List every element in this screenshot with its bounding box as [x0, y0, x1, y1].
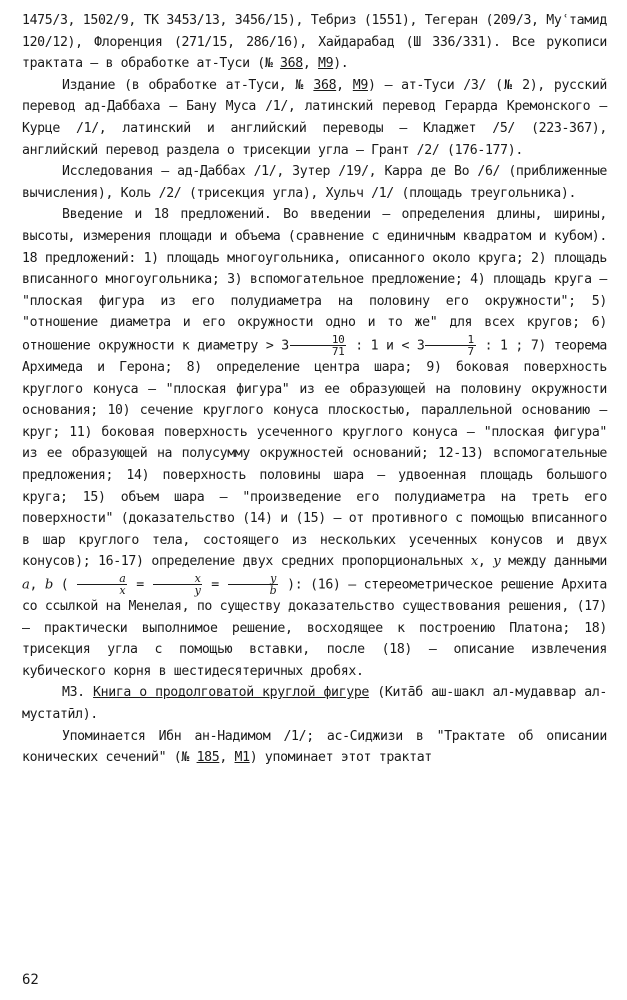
ratio-a-x: $\frac{a}{x}$ — [77, 573, 127, 596]
var-b: b — [44, 577, 53, 593]
paragraph-manuscripts: 1475/3, 1502/9, ТК 3453/13, 3456/15), Тебриз (1551), Тегеран (209/3, Муʿтамид 120/12), Флоренция (271/15, 286/16), Хайдарабад (Ш 336/331). Все рукописи трактата – в обработке ат-Туси (№ 368, М9). — [22, 13, 607, 72]
treatise-ref: М9 — [318, 56, 334, 72]
var-x: x — [470, 554, 478, 570]
page-number: 62 — [22, 972, 39, 988]
inequality-gt: > 3 — [265, 338, 289, 354]
fraction-1-7: $\frac{1}{7}$ — [425, 334, 475, 357]
paragraph-editions: Издание (в обработке ат-Туси, № 368, М9) – ат-Туси /3/ (№ 2), русский перевод ад-Даббаха – Бану Муса /1/, латинский перевод Герарда Кремонского – Курце /1/, латинский и английский переводы – Кладжет /5/ (223-367), английский перевод раздела о трисекции угла – Грант /2/ (176-177). — [22, 77, 608, 158]
fraction-10-71: $\frac{10}{71}$ — [290, 334, 347, 357]
var-y: y — [493, 554, 501, 570]
paragraph-studies: Исследования – ад-Даббах /1/, Зутер /19/, Карра де Во /6/ (приближенные вычисления), Коль /2/ (трисекция угла), Хульч /1/ (площадь треугольника). — [22, 164, 607, 201]
paragraph-contents: Введение и 18 предложений. Во введении – определения длины, ширины, высоты, измерения площади и объема (сравнение с единичным квадратом и кубом). 18 предложений: 1) площадь многоугольника, описанного около круга; 2) площадь вписанного многоугольника; 3) вспомогательное предложение; 4) площадь круга – "плоская фигура из его полудиаметра на половину его окружности"; 5) "отношение диаметра и его окружности одно и то же" для всех кругов; 6) отношение окружности к диаметру > 3 $\frac{10}{71}$ : 1 и < 3 $\frac{1}{7}$ : 1 ; 7) теорема Архимеда и Герона; 8) определение центра шара; 9) боковая поверхность круглого конуса – "плоская фигура" из ее образующей на половину окружности основания; 10) сечение круглого конуса плоскостью, параллельной основанию – круг; 11) боковая поверхность усеченного круглого конуса – "плоская фигура" из ее образующей на полусумму окружностей оснований; 12-13) вспомогательные предложения; 14) поверхность половины шара – удвоенная площадь большого круга; 15) объем шара – "произведение его полудиаметра на треть его поверхности" (доказательство (14) и (15) – от противного с помощью вписанного в шар круглого тела, состоящего из нескольких усеченных конусов и двух конусов); 16-17) определение двух средних пропорциональных x, y между данными a, b ( $\frac{a}{x}$ = $\frac{x}{y}$ = $\frac{y}{b}$ ): (16) – стереометрическое решение Архита со ссылкой на Менелая, по существу доказательство существования решения, (17) – практически выполнимое решение, восходящее к построению Платона; 18) трисекция угла с помощью вставки, после (18) – описание извлечения кубического корня в шестидесятеричных дробях. — [22, 207, 607, 679]
paragraph-m3-mentions: Упоминается Ибн ан-Надимом /1/; ас-Сиджизи в "Трактате об описании конических сечений" (№ 185, М1) упоминает этот трактат — [22, 728, 607, 766]
body-text — [22, 10, 607, 769]
treatise-ref: 185 — [196, 750, 220, 766]
treatise-ref: 368 — [313, 77, 337, 93]
treatise-ref: 368 — [280, 56, 303, 72]
paragraph-m3-title: М3. Книга о продолговатой круглой фигуре (Китāб аш-шакл ал-мудаввар ал-мустатӣл). — [22, 685, 607, 722]
inequality-lt: < 3 — [401, 338, 425, 354]
treatise-ref: М9 — [352, 77, 368, 93]
treatise-ref: М1 — [234, 750, 250, 766]
var-a: a — [22, 577, 30, 593]
treatise-title: Книга о продолговатой круглой фигуре — [93, 685, 369, 701]
ratio-x-y: $\frac{x}{y}$ — [153, 573, 203, 596]
ratio-y-b: $\frac{y}{b}$ — [228, 573, 279, 596]
